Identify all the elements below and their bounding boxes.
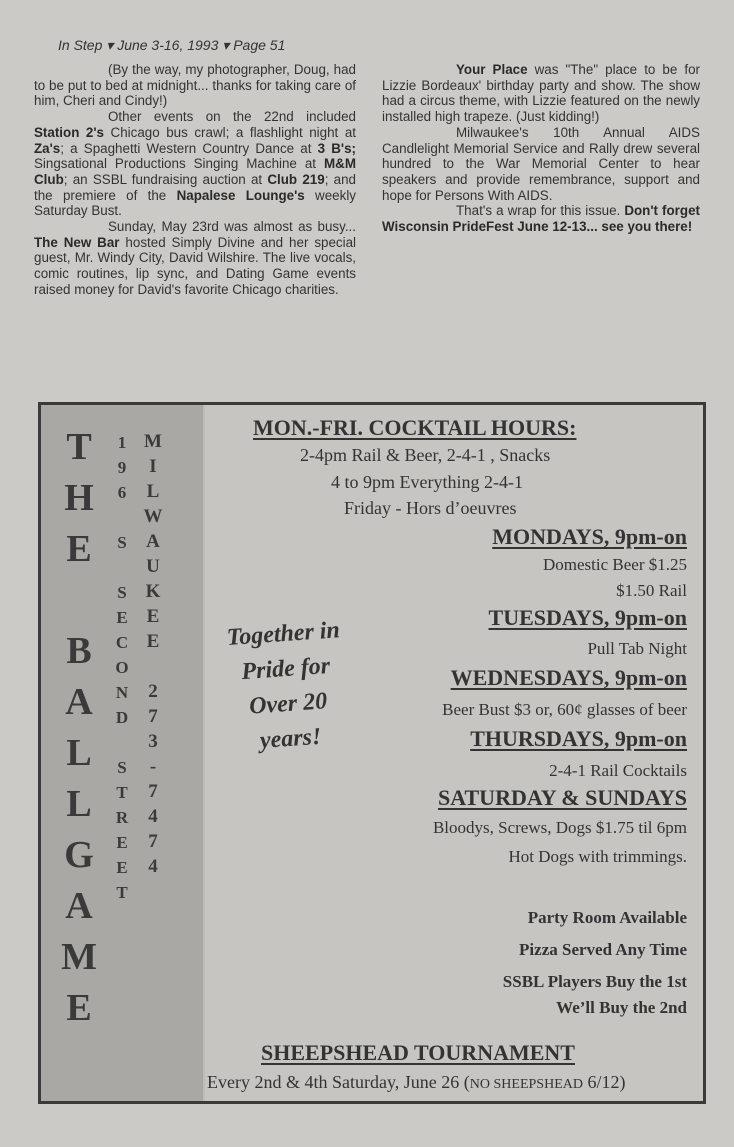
banner-city-phone-letter: I <box>149 456 157 477</box>
banner-city-phone-letter: E <box>146 606 160 627</box>
issue-date: June 3-16, 1993 <box>117 37 219 53</box>
slogan: Together in Pride for Over 20 years! <box>225 617 341 754</box>
banner-city-phone-letter: 7 <box>148 831 158 852</box>
banner-city-phone-letter: 3 <box>148 731 158 752</box>
banner-address-letter: 9 <box>117 458 127 477</box>
banner-address-letter: E <box>116 833 128 852</box>
banner-city-phone-letter: M <box>144 431 162 452</box>
paragraph: Your Place was "The" place to be for Lizzie Bordeaux' birthday party and show. The show had a circus theme, with Lizzie featured on the newly installed high trapeze. (Just kidding!) <box>382 62 700 125</box>
cocktail-hours-title: MON.-FRI. COCKTAIL HOURS: <box>253 415 577 440</box>
banner-city-phone-letter: 4 <box>148 856 158 877</box>
banner-address-letter: N <box>115 683 129 702</box>
wednesdays-line: Beer Bust $3 or, 60¢ glasses of beer <box>442 700 687 719</box>
weekend-line: Bloodys, Screws, Dogs $1.75 til 6pm <box>432 818 687 837</box>
banner-name-letter: A <box>65 885 93 927</box>
banner-name-letter: T <box>66 426 92 468</box>
banner-city-phone-letter: 7 <box>148 706 158 727</box>
mondays-line: Domestic Beer $1.25 <box>543 555 687 574</box>
banner-address-letter: E <box>116 858 128 877</box>
tuesdays-line: Pull Tab Night <box>587 639 687 658</box>
banner-name-letter: E <box>66 987 92 1029</box>
banner-city-phone-letter: W <box>143 506 163 527</box>
paragraph: Other events on the 22nd included Station 2's Chicago bus crawl; a flashlight night at Za's; a Spaghetti Western Country Dance at 3 B's; Singsational Productions Singing Machine at M&M Club; an SSBL fundraising auction at Club 219; and the premiere of the Napalese Lounge's weekly Saturday Bust. <box>34 109 356 219</box>
banner-address-letter: D <box>115 708 129 727</box>
publication-name: In Step <box>58 37 103 53</box>
wednesdays-title: WEDNESDAYS, 9pm-on <box>450 665 687 690</box>
ad-side-banner <box>41 405 205 1101</box>
paragraph: That's a wrap for this issue. Don't forget Wisconsin PrideFest June 12-13... see you there! <box>382 203 700 235</box>
banner-city-phone-letter: E <box>146 631 160 652</box>
separator-icon: ▾ <box>222 37 230 53</box>
banner-name-letter: M <box>61 936 97 978</box>
extra-line: Pizza Served Any Time <box>519 940 687 959</box>
extra-line: We’ll Buy the 2nd <box>556 998 687 1017</box>
banner-name-letter: B <box>66 630 92 672</box>
cocktail-line: 2-4pm Rail & Beer, 2-4-1 , Snacks <box>300 445 551 465</box>
paragraph: (By the way, my photographer, Doug, had to be put to bed at midnight... thanks for taking care of him, Cheri and Cindy!) <box>34 62 356 109</box>
banner-city-phone-letter: U <box>146 556 160 577</box>
sheepshead-line: Every 2nd & 4th Saturday, June 26 (NO SHEEPSHEAD 6/12) <box>207 1072 626 1092</box>
banner-name-letter: L <box>66 783 92 825</box>
banner-city-phone-letter: 2 <box>148 681 158 702</box>
thursdays-title: THURSDAYS, 9pm-on <box>470 726 687 751</box>
banner-address-letter: S <box>117 758 127 777</box>
cocktail-line: 4 to 9pm Everything 2-4-1 <box>331 472 523 492</box>
ballgame-advertisement <box>38 402 706 1104</box>
thursdays-line: 2-4-1 Rail Cocktails <box>549 761 687 780</box>
right-article-column <box>382 62 700 235</box>
banner-address-letter: S <box>117 533 127 552</box>
paragraph: Milwaukee's 10th Annual AIDS Candlelight Memorial Service and Rally drew several hundred to the War Memorial Center to hear speakers and provide remembrance, support and hope for Persons With AIDS. <box>382 124 700 203</box>
banner-city-phone-letter: 7 <box>148 781 158 802</box>
banner-city-phone-letter: 4 <box>148 806 158 827</box>
banner-address-letter: R <box>115 808 129 827</box>
banner-name-letter: L <box>66 732 92 774</box>
banner-name-letter: A <box>65 681 93 723</box>
left-article-column <box>34 62 356 298</box>
page-number: Page 51 <box>233 37 286 53</box>
banner-address-letter: 1 <box>117 433 127 452</box>
banner-address-letter: C <box>115 633 129 652</box>
extra-line: SSBL Players Buy the 1st <box>502 972 687 991</box>
cocktail-line: Friday - Hors d’oeuvres <box>344 498 517 518</box>
banner-address-letter: 6 <box>117 483 127 502</box>
banner-city-phone-letter: L <box>146 481 160 502</box>
banner-city-phone-letter: - <box>149 756 157 777</box>
banner-city-phone-letter: K <box>145 581 161 602</box>
tuesdays-title: TUESDAYS, 9pm-on <box>488 605 687 630</box>
sheepshead-title: SHEEPSHEAD TOURNAMENT <box>261 1040 575 1065</box>
paragraph: Sunday, May 23rd was almost as busy... The New Bar hosted Simply Divine and her special guest, Mr. Windy City, David Wilshire. The live vocals, comic routines, lip sync, and Dating Game events raised money for David's favorite Chicago charities. <box>34 219 357 297</box>
weekend-line: Hot Dogs with trimmings. <box>508 847 687 866</box>
banner-name-letter: E <box>66 528 92 570</box>
banner-name-letter: G <box>64 834 94 876</box>
banner-address-letter: O <box>115 658 129 677</box>
banner-name-letter: H <box>64 477 94 519</box>
page-header <box>58 37 285 54</box>
mondays-title: MONDAYS, 9pm-on <box>492 524 687 549</box>
banner-address-letter: T <box>116 783 128 802</box>
banner-address-letter: T <box>116 883 128 902</box>
extra-line: Party Room Available <box>527 908 687 927</box>
weekend-title: SATURDAY & SUNDAYS <box>438 785 687 810</box>
banner-address-letter: S <box>117 583 127 602</box>
banner-city-phone-letter: A <box>146 531 160 552</box>
mondays-line: $1.50 Rail <box>616 581 687 600</box>
banner-address-letter: E <box>116 608 128 627</box>
separator-icon: ▾ <box>106 37 114 53</box>
